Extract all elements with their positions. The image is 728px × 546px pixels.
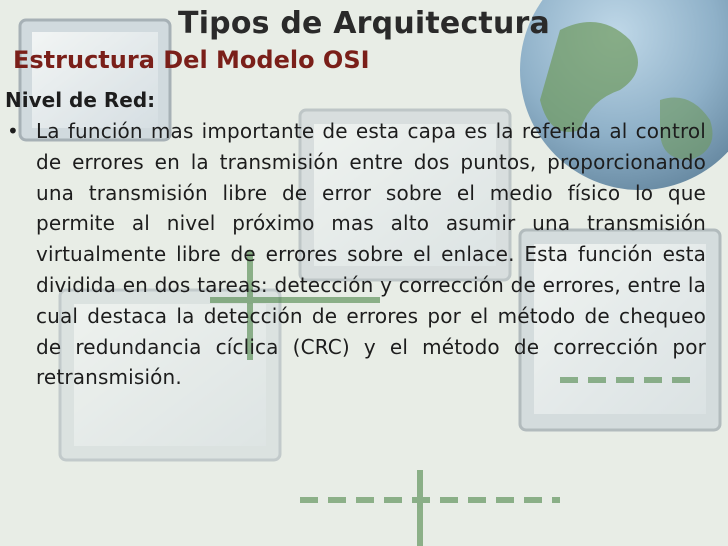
bullet-marker: • <box>7 119 19 143</box>
slide-title: Tipos de Arquitectura <box>178 6 550 41</box>
slide-subtitle: Estructura Del Modelo OSI <box>13 46 370 74</box>
bullet-paragraph: La función mas importante de esta capa es la referida al control de errores en la transmisión entre dos puntos, proporcionando una transmisión libre de error sobre el medio físico lo que permite al nivel próximo mas alto asumir una transmisión virtualmente libre de errores sobre el enlace. Esta función esta dividida en dos tareas: detección y corrección de errores, entre la cual destaca la detección de errores por el método de chequeo de redundancia cíclica (CRC) y el método de corrección por retransmisión. <box>36 119 706 390</box>
section-heading: Nivel de Red: <box>5 88 156 112</box>
